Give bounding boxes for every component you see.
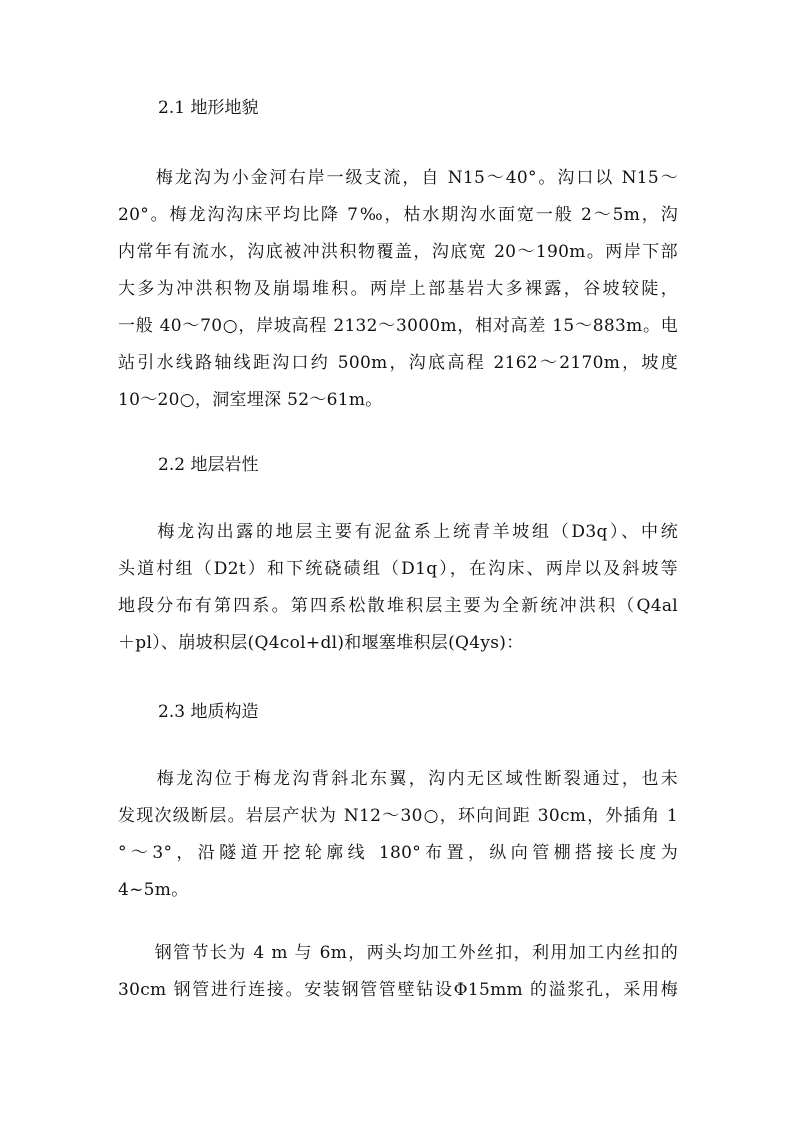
- paragraph-line: 梅龙沟出露的地层主要有泥盆系上统青羊坡组（D3q）、中统: [118, 522, 678, 542]
- paragraph-line: 头道村组（D2t）和下统硗碛组（D1q），在沟床、两岸以及斜坡等: [118, 559, 678, 579]
- paragraph-line: 10～20○，洞室埋深 52～61m。: [118, 390, 383, 410]
- paragraph-terrain: [118, 160, 678, 419]
- paragraph-line: 一般 40～70○，岸坡高程 2132～3000m，相对高差 15～883m。电: [118, 316, 678, 336]
- paragraph-steel-pipe: [118, 935, 678, 1009]
- paragraph-line: 站引水线路轴线距沟口约 500m，沟底高程 2162～2170m，坡度: [118, 353, 678, 373]
- paragraph-strata: [118, 514, 678, 662]
- paragraph-line: 钢管节长为 4 m 与 6m，两头均加工外丝扣，利用加工内丝扣的: [118, 943, 678, 963]
- paragraph-line: ＋pl）、崩坡积层(Q4col+dl)和堰塞堆积层(Q4ys)：: [118, 633, 524, 653]
- paragraph-line: 梅龙沟为小金河右岸一级支流，自 N15～40°。沟口以 N15～: [118, 168, 678, 188]
- paragraph-line: 内常年有流水，沟底被冲洪积物覆盖，沟底宽 20～190m。两岸下部: [118, 242, 678, 262]
- paragraph-line: 梅龙沟位于梅龙沟背斜北东翼，沟内无区域性断裂通过，也未: [118, 769, 678, 789]
- section-heading-2-2: 2.2 地层岩性: [158, 455, 259, 475]
- paragraph-structure: [118, 761, 678, 909]
- paragraph-line: 地段分布有第四系。第四系松散堆积层主要为全新统冲洪积（Q4al: [118, 596, 678, 616]
- paragraph-line: 大多为冲洪积物及崩塌堆积。两岸上部基岩大多裸露，谷坡较陡，: [118, 279, 678, 299]
- paragraph-line: 发现次级断层。岩层产状为 N12～30○，环向间距 30cm，外插角 1: [118, 806, 678, 826]
- paragraph-line: 20°。梅龙沟沟床平均比降 7‰，枯水期沟水面宽一般 2～5m，沟: [118, 205, 678, 225]
- paragraph-line: °～3°，沿隧道开挖轮廓线 180°布置，纵向管棚搭接长度为: [118, 843, 678, 863]
- paragraph-line: 4~5m。: [118, 880, 189, 900]
- section-heading-2-1: 2.1 地形地貌: [158, 98, 259, 118]
- paragraph-line: 30cm 钢管进行连接。安装钢管管壁钻设Φ15mm 的溢浆孔，采用梅: [118, 980, 678, 1000]
- section-heading-2-3: 2.3 地质构造: [158, 702, 259, 722]
